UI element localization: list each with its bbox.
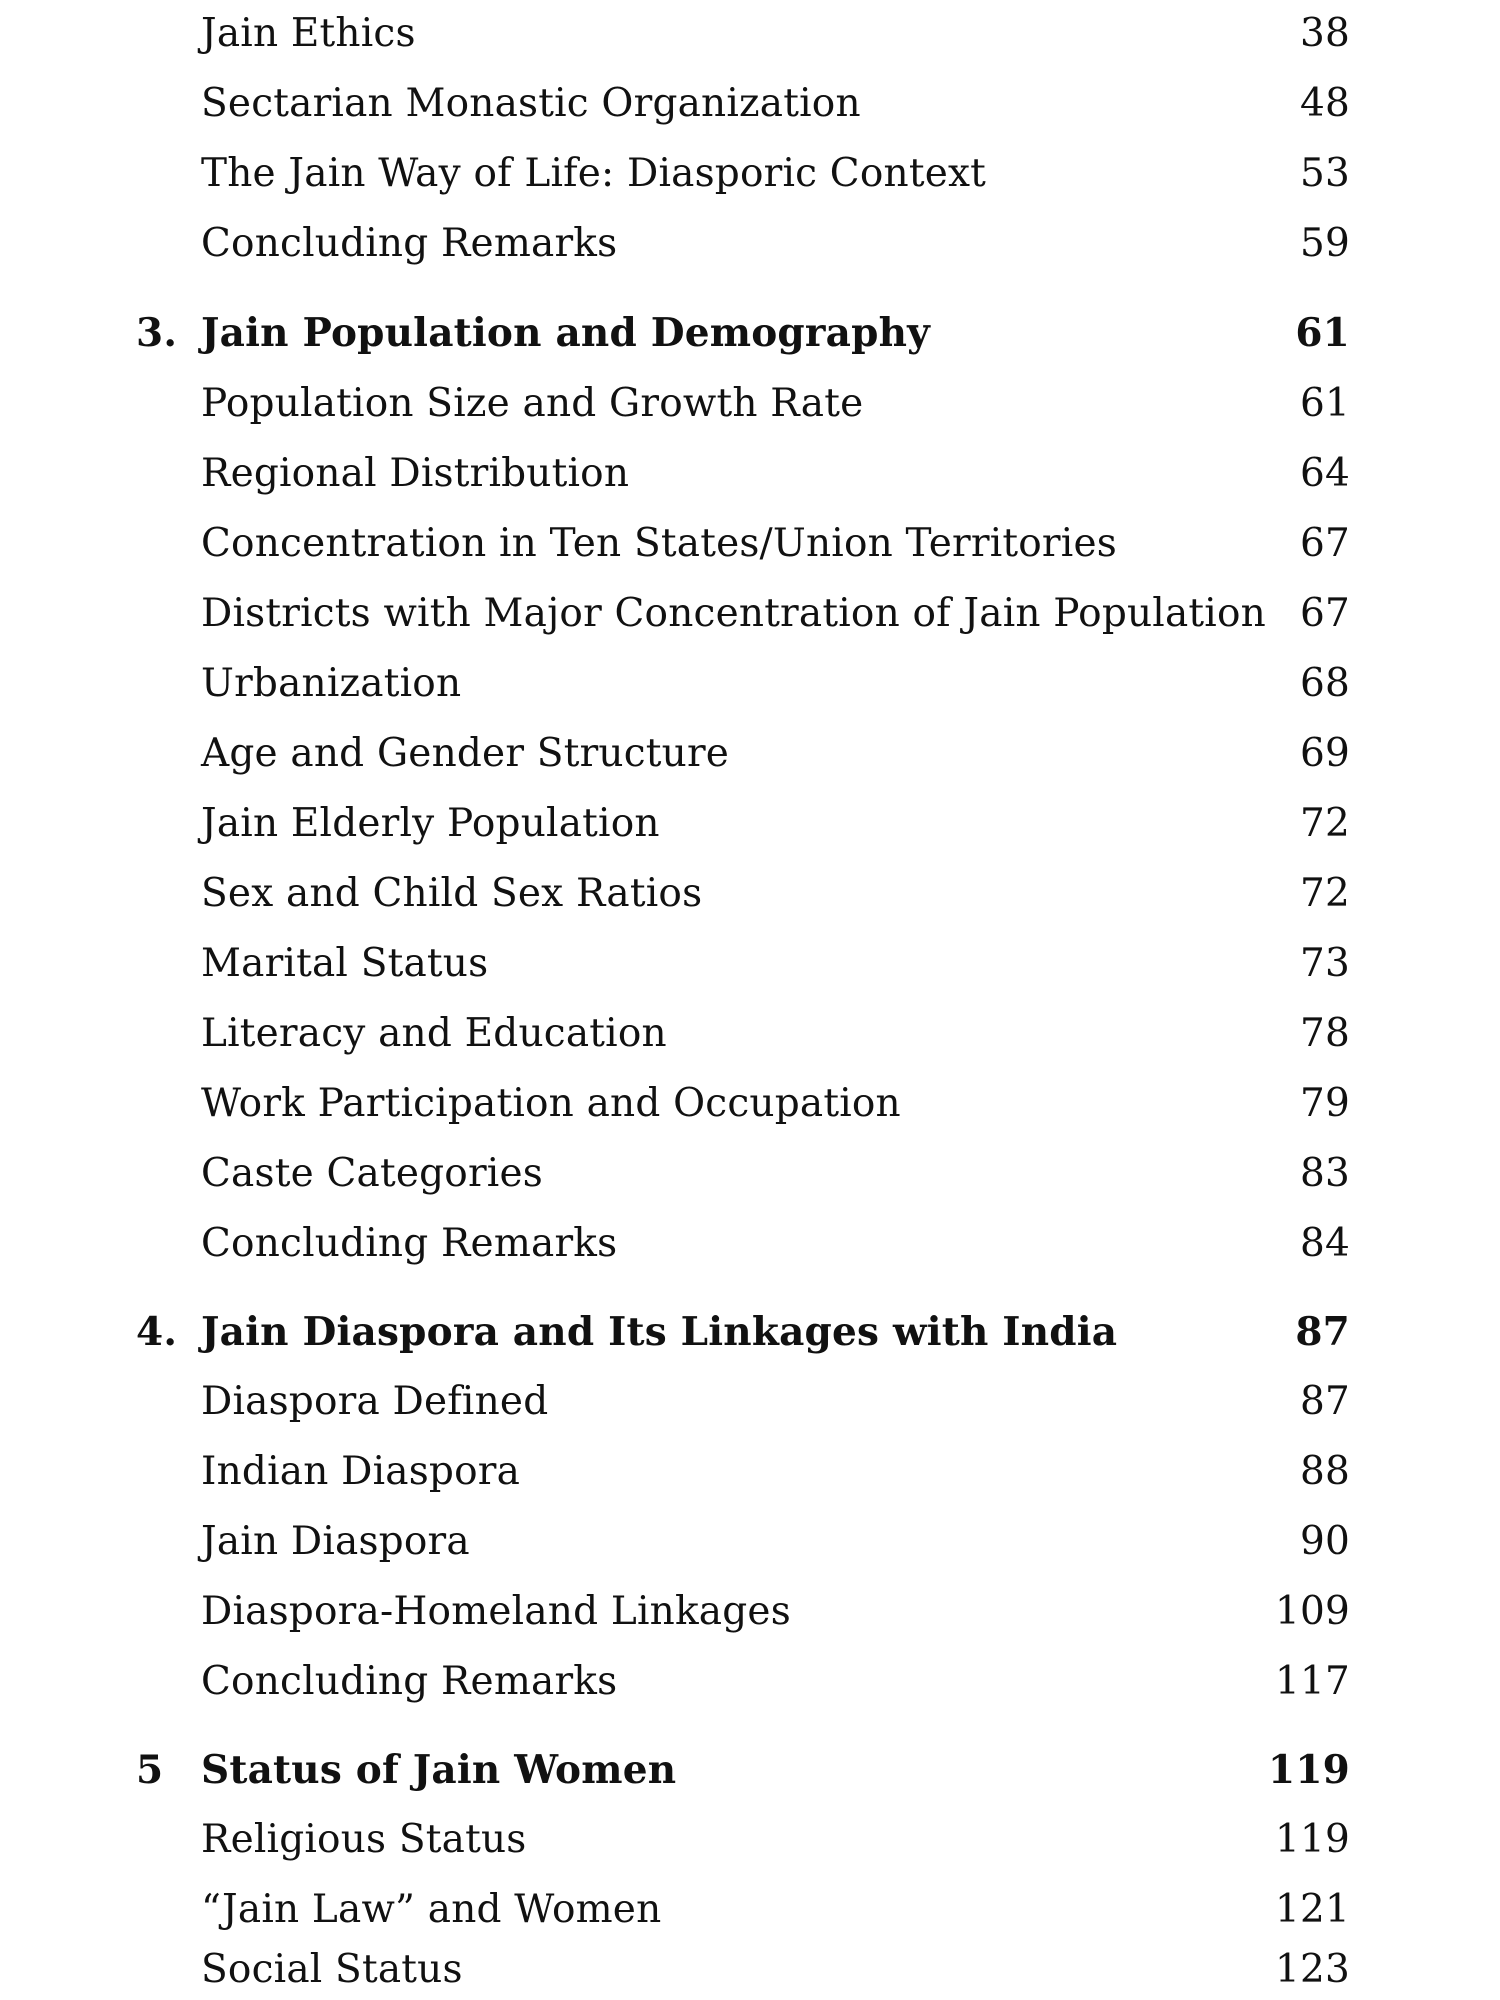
toc-entry-page: 90 — [1299, 1519, 1350, 1564]
toc-entry — [0, 1004, 1500, 1064]
toc-entry-title: “Jain Law” and Women — [201, 1887, 662, 1932]
toc-entry-page: 88 — [1299, 1449, 1350, 1494]
toc-chapter-title: Status of Jain Women — [201, 1747, 677, 1793]
toc-entry — [0, 1512, 1500, 1572]
toc-entry — [0, 214, 1500, 274]
toc-entry-page: 72 — [1299, 871, 1350, 916]
toc-entry — [0, 1652, 1500, 1712]
toc-entry-title: Jain Elderly Population — [201, 801, 660, 846]
toc-entry — [0, 514, 1500, 574]
toc-entry-page: 67 — [1299, 521, 1350, 566]
toc-entry — [0, 1810, 1500, 1870]
toc-entry — [0, 934, 1500, 994]
toc-entry-page: 73 — [1299, 941, 1350, 986]
toc-entry-title: The Jain Way of Life: Diasporic Context — [201, 151, 987, 196]
toc-entry — [0, 1582, 1500, 1642]
toc-entry-title: Diaspora-Homeland Linkages — [201, 1589, 791, 1634]
toc-entry-title: Concentration in Ten States/Union Territories — [201, 521, 1117, 566]
toc-chapter-page: 87 — [1295, 1309, 1350, 1355]
toc-entry-page: 59 — [1299, 221, 1350, 266]
toc-entry-page: 53 — [1299, 151, 1350, 196]
toc-entry-title: Urbanization — [201, 661, 462, 706]
toc-entry-title: Concluding Remarks — [201, 1221, 618, 1266]
toc-entry — [0, 1372, 1500, 1432]
toc-entry-title: Jain Diaspora — [201, 1519, 470, 1564]
toc-entry-page: 119 — [1274, 1817, 1350, 1862]
toc-entry — [0, 724, 1500, 784]
toc-entry-page: 87 — [1299, 1379, 1350, 1424]
toc-entry-title: Indian Diaspora — [201, 1449, 521, 1494]
toc-entry-title: Concluding Remarks — [201, 221, 618, 266]
toc-entry — [0, 144, 1500, 204]
toc-entry-title: Regional Distribution — [201, 451, 630, 496]
toc-entry — [0, 1214, 1500, 1274]
toc-entry-page: 64 — [1299, 451, 1350, 496]
toc-entry — [0, 864, 1500, 924]
toc-entry-page: 121 — [1274, 1887, 1350, 1932]
toc-entry-page: 67 — [1299, 591, 1350, 636]
toc-entry — [0, 654, 1500, 714]
toc-entry — [0, 584, 1500, 644]
toc-entry-title: Work Participation and Occupation — [201, 1081, 901, 1126]
toc-chapter-heading — [0, 303, 1500, 363]
toc-entry-page: 69 — [1299, 731, 1350, 776]
toc-entry-title: Sectarian Monastic Organization — [201, 81, 861, 126]
toc-entry-title: Sex and Child Sex Ratios — [201, 871, 703, 916]
toc-entry-page: 48 — [1299, 81, 1350, 126]
toc-chapter-number: 3. — [136, 310, 178, 356]
toc-entry-title: Diaspora Defined — [201, 1379, 549, 1424]
toc-entry-page: 123 — [1274, 1947, 1350, 1992]
toc-entry-page: 61 — [1299, 381, 1350, 426]
toc-entry-page: 68 — [1299, 661, 1350, 706]
toc-entry — [0, 794, 1500, 854]
toc-entry-page: 84 — [1299, 1221, 1350, 1266]
toc-entry-title: Caste Categories — [201, 1151, 543, 1196]
toc-chapter-number: 5 — [136, 1747, 164, 1793]
toc-entry-title: Districts with Major Concentration of Jain Population — [201, 591, 1266, 636]
toc-entry-title: Religious Status — [201, 1817, 527, 1862]
toc-chapter-heading — [0, 1740, 1500, 1800]
toc-entry-title: Population Size and Growth Rate — [201, 381, 864, 426]
toc-entry-page: 79 — [1299, 1081, 1350, 1126]
toc-entry — [0, 1442, 1500, 1502]
toc-entry — [0, 74, 1500, 134]
toc-entry-title: Age and Gender Structure — [201, 731, 730, 776]
toc-entry-title: Marital Status — [201, 941, 489, 986]
toc-entry — [0, 1074, 1500, 1134]
toc-entry — [0, 1940, 1500, 2000]
toc-entry-page: 72 — [1299, 801, 1350, 846]
toc-entry — [0, 374, 1500, 434]
toc-entry — [0, 1144, 1500, 1204]
toc-entry-title: Literacy and Education — [201, 1011, 667, 1056]
toc-entry — [0, 4, 1500, 64]
toc-chapter-number: 4. — [136, 1309, 178, 1355]
toc-entry-page: 117 — [1274, 1659, 1350, 1704]
toc-chapter-page: 119 — [1267, 1747, 1350, 1793]
toc-entry-page: 38 — [1299, 11, 1350, 56]
toc-chapter-title: Jain Population and Demography — [201, 310, 931, 356]
toc-entry-page: 78 — [1299, 1011, 1350, 1056]
toc-entry-page: 109 — [1274, 1589, 1350, 1634]
toc-chapter-heading — [0, 1302, 1500, 1362]
toc-entry-page: 83 — [1299, 1151, 1350, 1196]
toc-entry-title: Jain Ethics — [201, 11, 416, 56]
toc-entry — [0, 444, 1500, 504]
toc-entry-title: Social Status — [201, 1947, 463, 1992]
toc-chapter-title: Jain Diaspora and Its Linkages with India — [201, 1309, 1118, 1355]
toc-entry-title: Concluding Remarks — [201, 1659, 618, 1704]
toc-chapter-page: 61 — [1295, 310, 1350, 356]
toc-entry — [0, 1880, 1500, 1940]
